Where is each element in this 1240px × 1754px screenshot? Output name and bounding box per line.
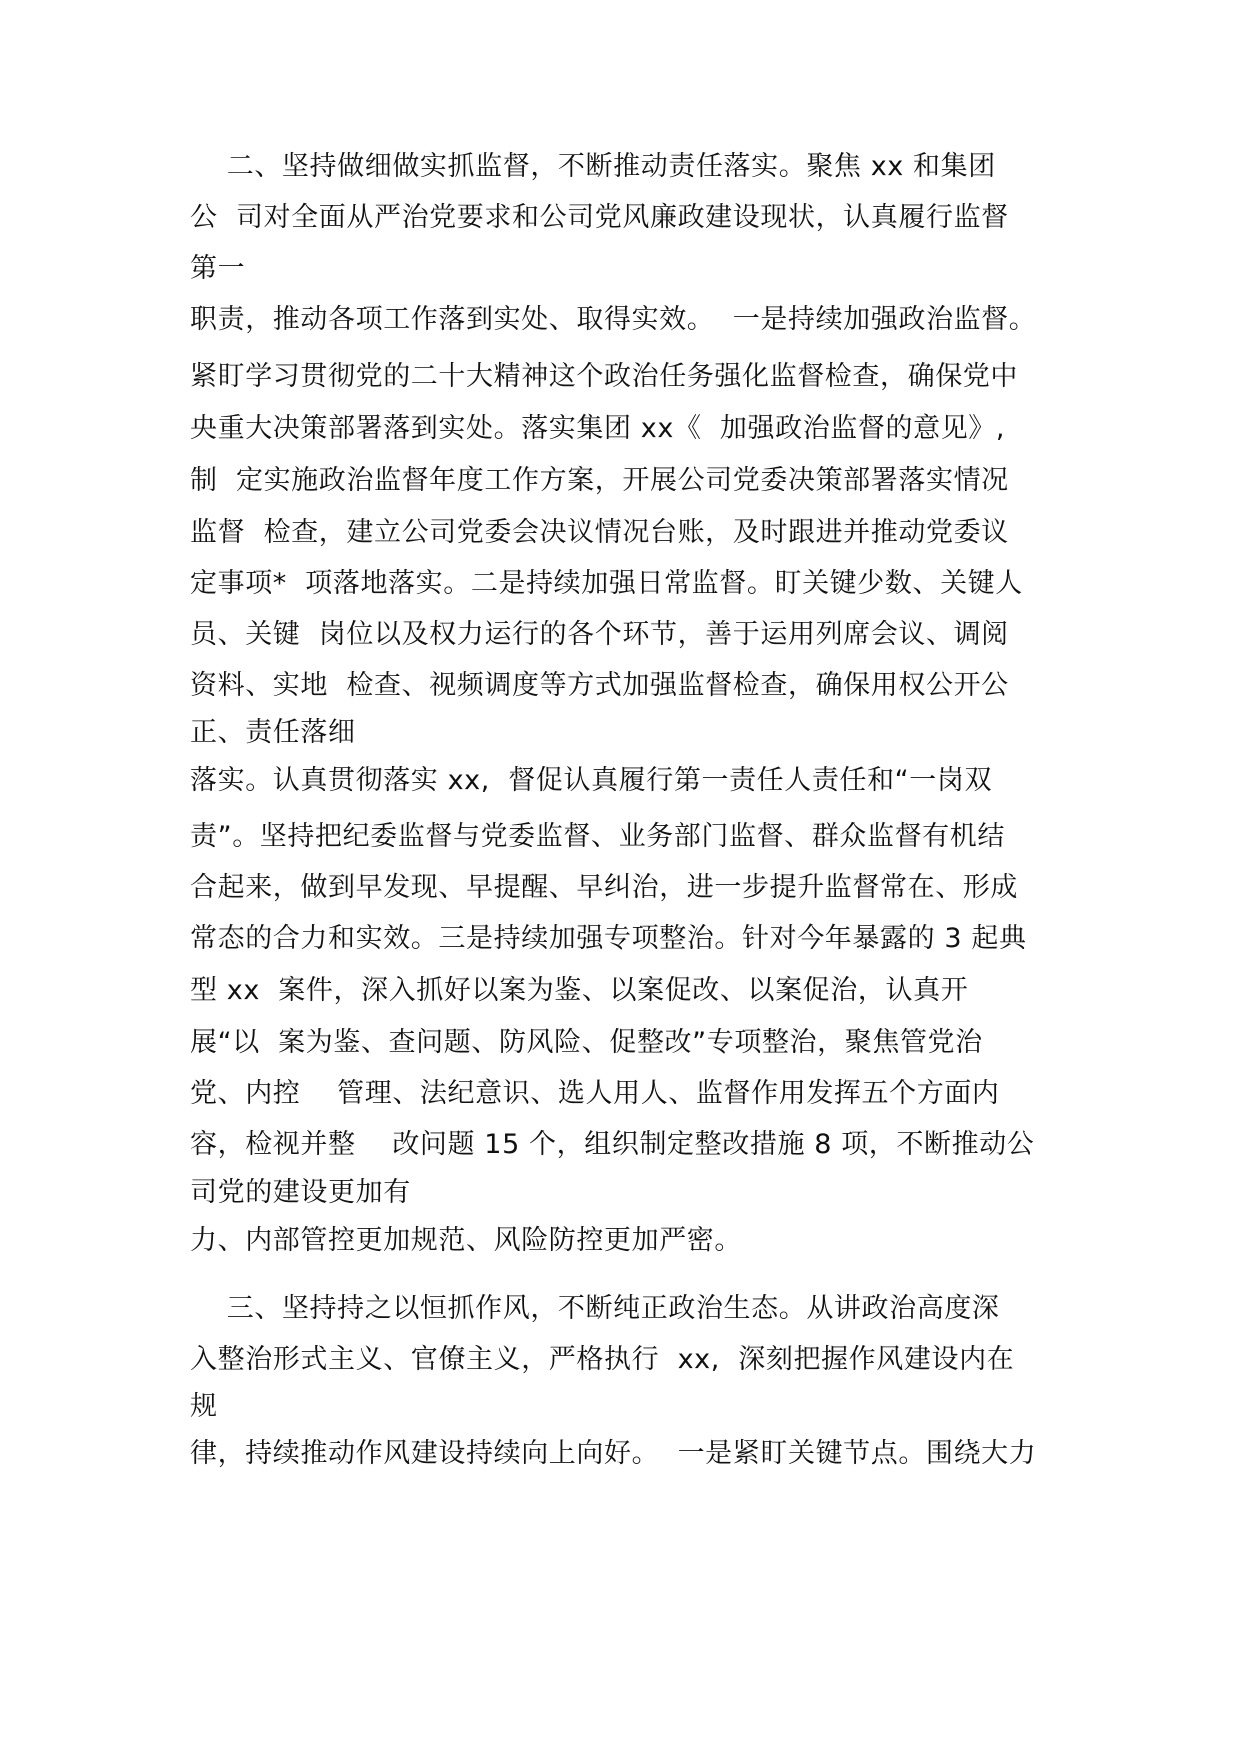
text-line: 展“以 案为鉴、查问题、防风险、促整改”专项整治，聚焦管党治 <box>190 1027 983 1058</box>
text-line: 资料、实地 检查、视频调度等方式加强监督检查，确保用权公开公 <box>190 670 1009 701</box>
text-line: 制 定实施政治监督年度工作方案，开展公司党委决策部署落实情况 <box>190 465 1009 496</box>
text-line: 定事项* 项落地落实。二是持续加强日常监督。盯关键少数、关键人 <box>190 568 1023 599</box>
text-line: 党、内控 管理、法纪意识、选人用人、监督作用发挥五个方面内 <box>190 1078 1000 1109</box>
text-line: 紧盯学习贯彻党的二十大精神这个政治任务强化监督检查，确保党中 <box>190 361 1018 392</box>
text-line: 二、坚持做细做实抓监督，不断推动责任落实。聚焦 xx 和集团 <box>190 151 996 182</box>
text-line: 入整治形式主义、官僚主义，严格执行 xx, 深刻把握作风建设内在 <box>190 1344 1015 1375</box>
text-line: 职责，推动各项工作落到实处、取得实效。 一是持续加强政治监督。 <box>190 304 1037 335</box>
text-line: 力、内部管控更加规范、风险防控更加严密。 <box>190 1225 742 1256</box>
text-line: 员、关键 岗位以及权力运行的各个环节，善于运用列席会议、调阅 <box>190 619 1009 650</box>
text-line: 落实。认真贯彻落实 xx, 督促认真履行第一责任人责任和“一岗双 <box>190 765 993 796</box>
text-line: 监督 检查，建立公司党委会决议情况台账，及时跟进并推动党委议 <box>190 517 1009 548</box>
text-line: 公 司对全面从严治党要求和公司党风廉政建设现状，认真履行监督 <box>190 202 1009 233</box>
text-line: 规 <box>190 1391 218 1422</box>
text-line: 型 xx 案件，深入抓好以案为鉴、以案促改、以案促治，认真开 <box>190 975 969 1006</box>
text-line: 律，持续推动作风建设持续向上向好。 一是紧盯关键节点。围绕大力 <box>190 1438 1037 1469</box>
text-line: 央重大决策部署落到实处。落实集团 xx《 加强政治监督的意见》, <box>190 413 1006 444</box>
text-line: 司党的建设更加有 <box>190 1177 411 1208</box>
text-line: 合起来，做到早发现、早提醒、早纠治，进一步提升监督常在、形成 <box>190 872 1018 903</box>
text-line: 责”。坚持把纪委监督与党委监督、业务部门监督、群众监督有机结 <box>190 821 1005 852</box>
text-line: 三、坚持持之以恒抓作风，不断纯正政治生态。从讲政治高度深 <box>190 1293 1000 1324</box>
text-line: 正、责任落细 <box>190 717 356 748</box>
text-line: 常态的合力和实效。三是持续加强专项整治。针对今年暴露的 3 起典 <box>190 923 1027 954</box>
text-line: 第一 <box>190 253 246 284</box>
text-line: 容，检视并整 改问题 15 个，组织制定整改措施 8 项，不断推动公 <box>190 1129 1035 1160</box>
